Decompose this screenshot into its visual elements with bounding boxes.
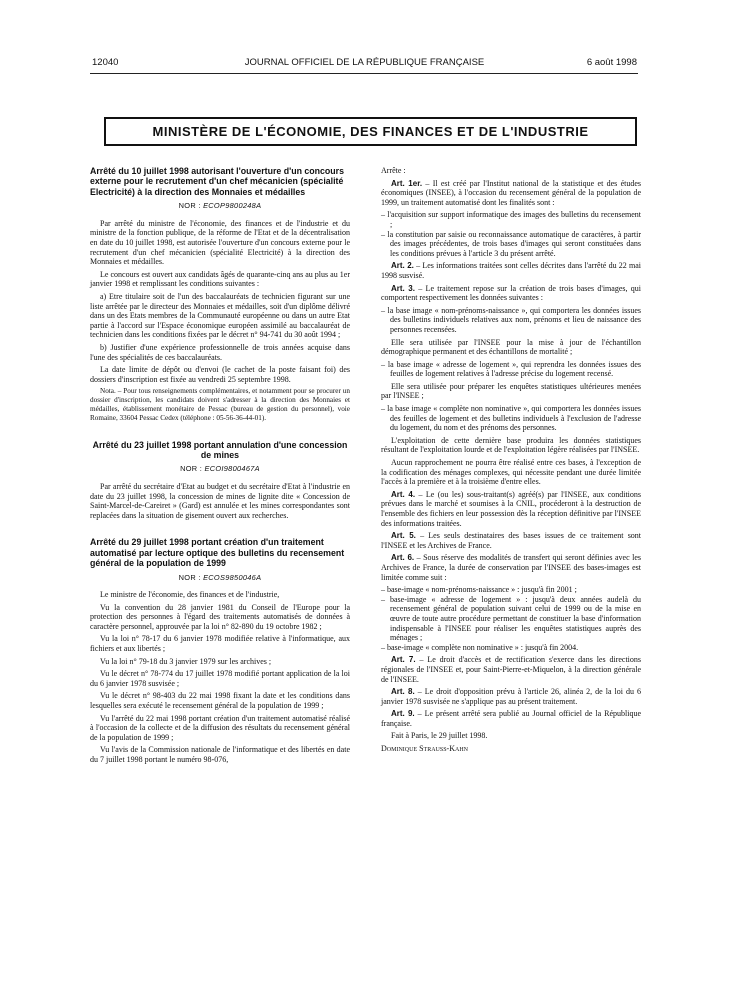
arrete-3-para: Vu l'avis de la Commission nationale de l'informatique et des libertés en date du 7 juillet 1998 portant le numéro 98-076, xyxy=(90,745,350,764)
article-9: Art. 9. – Le présent arrêté sera publié au Journal officiel de la République française. xyxy=(381,709,642,728)
right-column xyxy=(381,166,641,757)
arrete-1-nota: Nota. – Pour tous renseignements complémentaires, et notamment pour se procurer un dossier d'inscription, les candidats doivent s'adresser à la direction des Monnaies et médailles, établissement monétaire de Pessac (bureau de gestion du personnel), voie Romaine, 33604 Pessac Cedex (téléphone : 05-56-36-44-01). xyxy=(90,387,350,422)
list-item: – base-image « nom-prénoms-naissance » : jusqu'à fin 2001 ; xyxy=(381,585,577,595)
arrete-1-nor: NOR : ECOP9800248A xyxy=(178,201,262,211)
arrete-3-para: Vu la convention du 28 janvier 1981 du Conseil de l'Europe pour la protection des personnes à l'égard des traitements automatisés de données à caractère personnel, approuvée par la loi n° 82-890 du 19 octobre 1982 ; xyxy=(90,602,350,631)
article-7: Art. 7. – Le droit d'accès et de rectification s'exerce dans les directions régionales de l'INSEE et, pour Saint-Pierre-et-Miquelon, à la direction générale de l'INSEE. xyxy=(381,655,642,684)
article-1-list xyxy=(381,210,641,258)
signature: Dominique Strauss-Kahn xyxy=(381,744,469,754)
arrete-3-para: Vu le décret n° 78-774 du 17 juillet 1978 modifié portant application de la loi du 6 janvier 1978 susvisée ; xyxy=(90,669,350,688)
ministry-banner: MINISTÈRE DE L'ÉCONOMIE, DES FINANCES ET DE L'INDUSTRIE xyxy=(104,117,637,146)
header-rule xyxy=(90,73,638,74)
article-4: Art. 4. – Le (ou les) sous-traitant(s) agréé(s) par l'INSEE, aux conditions prévues dans le marché et soumises à la CNIL, procéderont à la destruction de l'ensemble des fichiers en leur possession dès la réception définitive par l'INSEE des informations traitées. xyxy=(381,489,642,528)
article-2: Art. 2. – Les informations traitées sont celles décrites dans l'arrêté du 22 mai 1998 susvisé. xyxy=(381,261,641,280)
arrete-1-para: a) Etre titulaire soit de l'un des baccalauréats de technicien figurant sur une liste arrêtée par le directeur des Monnaies et médailles, soit d'un diplôme délivré dans un des Etats membres de la Communauté européenne ou dans un autre Etat partie à l'accord sur l'Espace économique européen assimilé au baccalauréat de technicien dans les conditions fixées par le décret n° 94-741 du 30 août 1994 ; xyxy=(90,291,350,340)
arrete-heading: Arrête : xyxy=(381,166,406,175)
arrete-2-para: Par arrêté du secrétaire d'Etat au budget et du secrétaire d'Etat à l'industrie en date du 23 juillet 1998, la concession de mines de lignite dite « Concession de Saint-Marcel-de-Careiret » (Gard) est annulée et les mines correspondantes sont replacées dans la situation de gisement ouvert aux recherches. xyxy=(90,481,350,520)
arrete-3-para: Vu le décret n° 98-403 du 22 mai 1998 fixant la date et les conditions dans lesquelles sera exécuté le recensement général de la population de 1999 ; xyxy=(90,691,350,711)
article-3-list xyxy=(381,306,641,335)
arrete-3-para: Vu la loi n° 79-18 du 3 janvier 1979 sur les archives ; xyxy=(100,656,272,666)
article-6: Art. 6. – Sous réserve des modalités de transfert qui seront définies avec les Archives de France, la durée de conservation par l'INSEE des bases-images est limitée comme suit : xyxy=(381,553,642,582)
list-item: – la base image « complète non nominative », qui comportera les données issues des feuilles de logement et des bulletins individuels à l'exclusion de l'adresse du logement, du nom et des prénoms des personnes. xyxy=(381,404,641,433)
arrete-3-para: Le ministre de l'économie, des finances et de l'industrie, xyxy=(100,590,280,600)
article-5: Art. 5. – Les seuls destinataires des bases issues de ce traitement sont l'INSEE et les Archives de France. xyxy=(381,531,642,550)
article-3: Art. 3. – Le traitement repose sur la création de trois bases d'images, qui comportent respectivement les données suivantes : xyxy=(381,283,642,303)
article-3-para: Elle sera utilisée par l'INSEE pour la mise à jour de l'échantillon démographique permanent et des échantillons de mortalité ; xyxy=(381,337,641,357)
list-item: – l'acquisition sur support informatique des images des bulletins du recensement ; xyxy=(381,210,641,229)
article-6-list xyxy=(381,585,641,652)
done-at: Fait à Paris, le 29 juillet 1998. xyxy=(391,731,488,741)
arrete-2-nor: NOR : ECOI9800467A xyxy=(180,464,260,474)
article-3-para: L'exploitation de cette dernière base produira les données statistiques résultant de l'exploitation lourde et de l'exploitation légère réalisées par l'INSEE. xyxy=(381,435,641,455)
running-header xyxy=(92,57,637,71)
article-3-para: Elle sera utilisée pour préparer les enquêtes statistiques ultérieures menées par l'INSEE ; xyxy=(381,381,641,401)
arrete-1-para: La date limite de dépôt ou d'envoi (le cachet de la poste faisant foi) des dossiers d'inscription est fixée au vendredi 25 septembre 1998. xyxy=(90,365,350,384)
arrete-1-para: Par arrêté du ministre de l'économie, des finances et de l'industrie et du ministre de la fonction publique, de la réforme de l'Etat et de la décentralisation en date du 10 juillet 1998, est autorisée l'ouverture d'un concours externe pour le recrutement d'un chef mécanicien (spécialité Electricité) à la direction des Monnaies et médailles. xyxy=(90,218,350,267)
arrete-1-para: Le concours est ouvert aux candidats âgés de quarante-cinq ans au plus au 1er janvier 1998 et remplissant les conditions suivantes : xyxy=(90,269,350,289)
arrete-3-para: Vu la loi n° 78-17 du 6 janvier 1978 modifiée relative à l'informatique, aux fichiers et aux libertés ; xyxy=(90,634,350,654)
list-item: – la base image « nom-prénoms-naissance », qui comportera les données issues des bulletins individuels relatives aux nom, prénoms et lieu de naissance des personnes recensées. xyxy=(381,305,641,334)
article-8: Art. 8. – Le droit d'opposition prévu à l'article 26, alinéa 2, de la loi du 6 janvier 1978 susvisée ne s'applique pas au présent traitement. xyxy=(381,687,642,706)
journal-title: JOURNAL OFFICIEL DE LA RÉPUBLIQUE FRANÇAISE xyxy=(244,57,485,68)
arrete-1-para: b) Justifier d'une expérience professionnelle de trois années acquise dans l'une des spécialités de ces baccalauréats. xyxy=(90,342,350,362)
list-item: – la base image « adresse de logement », qui reprendra les données issues des feuilles de logement relatives à l'adresse précise du logement recensé. xyxy=(381,359,641,379)
article-3-list xyxy=(381,404,641,433)
article-3-para: Aucun rapprochement ne pourra être réalisé entre ces bases, à l'exception de la codification des ménages complexes, qui nécessite pendant une durée limitée l'accès à la première et à la troisième d'entre elles. xyxy=(381,458,641,487)
arrete-1-title: Arrêté du 10 juillet 1998 autorisant l'ouverture d'un concours externe pour le recrutement d'un chef mécanicien (spécialité Electricité) à la direction des Monnaies et médailles xyxy=(90,166,344,197)
arrete-3-para: Vu l'arrêté du 22 mai 1998 portant création d'un traitement automatisé réalisé à l'occasion de la collecte et de la diffusion des résultats du recensement général de la population de 1999 ; xyxy=(90,713,350,742)
arrete-3-nor: NOR : ECOS9850046A xyxy=(178,572,262,582)
left-column xyxy=(90,166,350,768)
list-item: – base-image « complète non nominative » : jusqu'à fin 2004. xyxy=(381,642,579,652)
issue-date: 6 août 1998 xyxy=(586,57,637,68)
article-1: Art. 1er. – Il est créé par l'Institut national de la statistique et des études économiques (INSEE), à l'occasion du recensement général de la population de 1999, un traitement automatisé dont les finalités sont : xyxy=(381,178,641,207)
list-item: – la constitution par saisie ou reconnaissance automatique de caractères, à partir des images précédentes, de trois bases d'images qui seront constituées dans les conditions prévues à l'article 3 du présent arrêté. xyxy=(381,229,641,258)
list-item: – base-image « adresse de logement » : jusqu'à deux années audelà du recensement général de population suivant celui de 1999 ou de la mise en œuvre de toute autre procédure permettant de constituer la base d'information indispensable à l'INSEE pour réaliser les enquêtes statistiques auprès des ménages ; xyxy=(381,594,641,643)
article-3-list xyxy=(381,360,641,379)
page-number: 12040 xyxy=(92,57,119,68)
arrete-2-title: Arrêté du 23 juillet 1998 portant annulation d'une concession de mines xyxy=(92,439,348,460)
arrete-3-title: Arrêté du 29 juillet 1998 portant création d'un traitement automatisé par lecture optique des bulletins du recensement général de la population de 1999 xyxy=(90,537,345,569)
